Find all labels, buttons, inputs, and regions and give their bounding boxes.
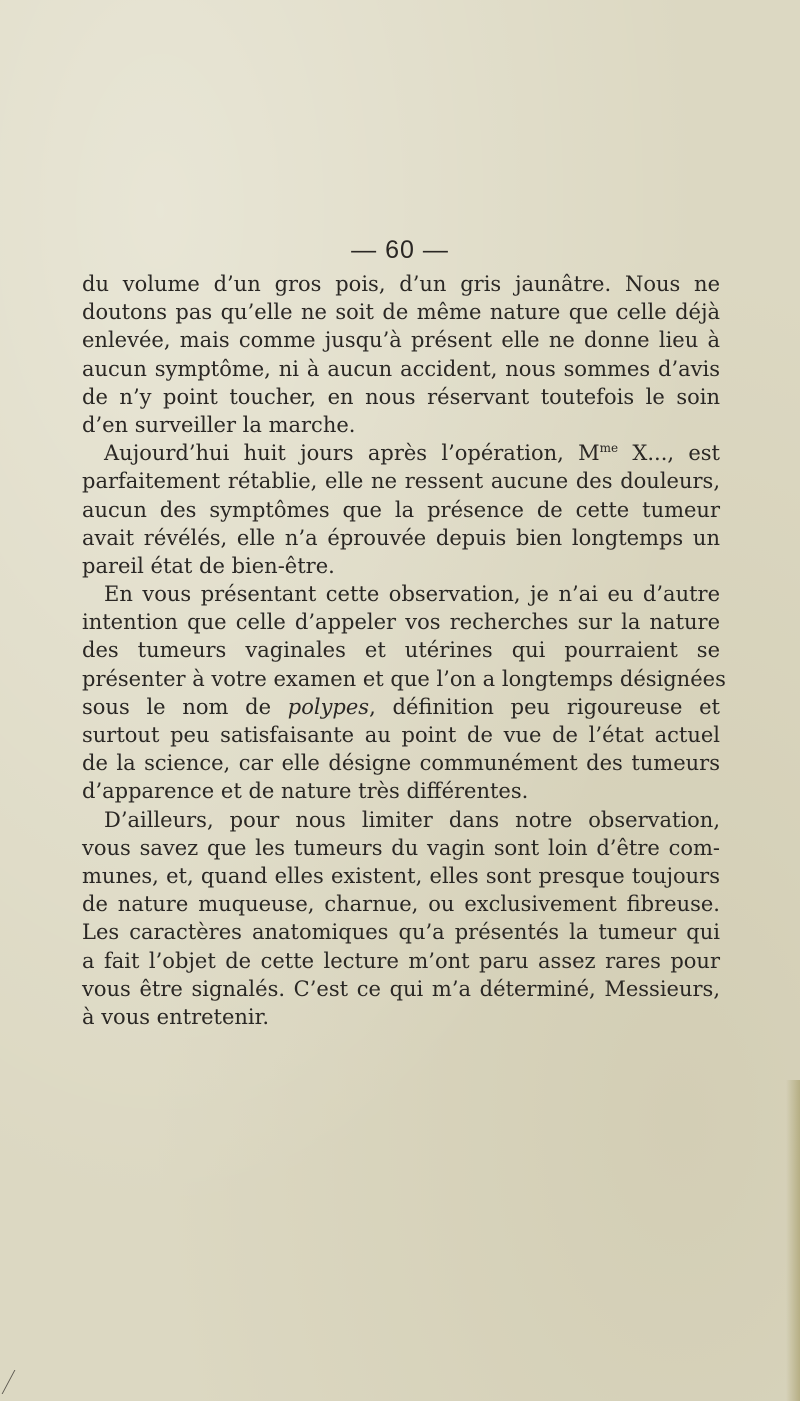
text-fragment: X..., est	[618, 441, 720, 466]
text-line: aucun symptôme, ni à aucun accident, nous sommes d’avis	[82, 356, 720, 381]
text-line: parfaitement rétablie, elle ne ressent aucune des douleurs,	[82, 469, 720, 494]
text-line: vous être signalés. C’est ce qui m’a déterminé, Messieurs,	[82, 976, 720, 1001]
text-line: munes, et, quand elles existent, elles sont presque toujours	[82, 863, 720, 888]
text-line: de la science, car elle désigne communément des tumeurs	[82, 751, 720, 776]
paragraph-3	[82, 580, 726, 806]
text-line: aucun des symptômes que la présence de cette tumeur	[82, 497, 720, 522]
paragraph-1	[82, 270, 720, 439]
text-line: vous savez que les tumeurs du vagin sont loin d’être com-	[82, 835, 720, 860]
body-text	[82, 270, 726, 1031]
text-line: des tumeurs vaginales et utérines qui pourraient se	[82, 638, 720, 663]
text-fragment: Aujourd’hui huit jours après l’opération, M	[104, 441, 600, 466]
text-line: avait révélés, elle n’a éprouvée depuis bien longtemps un	[82, 525, 720, 550]
text-line: enlevée, mais comme jusqu’à présent elle ne donne lieu à	[82, 328, 720, 353]
text-line: Les caractères anatomiques qu’a présentés la tumeur qui	[82, 920, 720, 945]
text-fragment: , définition peu rigoureuse et	[369, 694, 720, 719]
text-line: de nature muqueuse, charnue, ou exclusivement fibreuse.	[82, 892, 720, 917]
page-number: — 60 —	[351, 236, 449, 264]
text-line: à vous entretenir.	[82, 1004, 270, 1029]
text-line: d’en surveiller la marche.	[82, 412, 356, 437]
paragraph-2	[82, 439, 720, 580]
text-line: surtout peu satisfaisante au point de vue de l’état actuel	[82, 723, 720, 747]
paragraph-4	[82, 806, 720, 1032]
page-edge-stain	[786, 1080, 800, 1401]
text-line: du volume d’un gros pois, d’un gris jaunâtre. Nous ne	[82, 272, 720, 296]
text-line: a fait l’objet de cette lecture m’ont paru assez rares pour	[82, 948, 720, 973]
text-line	[82, 693, 720, 721]
text-line: En vous présentant cette observation, je n’ai eu d’autre	[104, 582, 720, 607]
text-line: présenter à votre examen et que l’on a longtemps désignées	[82, 666, 726, 691]
text-line: doutons pas qu’elle ne soit de même nature que celle déjà	[82, 300, 720, 325]
italic-term: polypes	[287, 694, 370, 719]
text-line: de n’y point toucher, en nous réservant toutefois le soin	[82, 384, 720, 409]
text-line: intention que celle d’appeler vos recherches sur la nature	[82, 610, 720, 635]
pencil-mark	[2, 1370, 30, 1394]
superscript: me	[599, 441, 619, 456]
text-line: d’apparence et de nature très différentes.	[82, 779, 529, 804]
text-line: D’ailleurs, pour nous limiter dans notre observation,	[104, 807, 720, 832]
text-fragment: sous le nom de	[82, 694, 288, 719]
text-line: pareil état de bien-être.	[82, 553, 335, 578]
text-line	[82, 439, 720, 467]
